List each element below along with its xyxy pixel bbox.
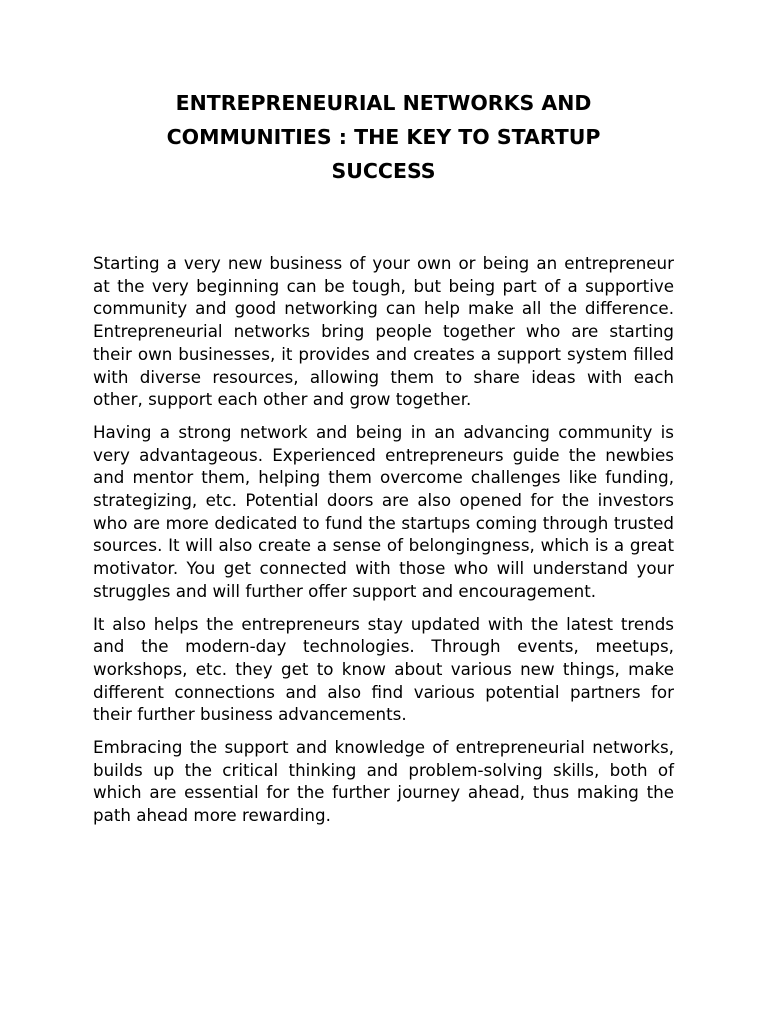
paragraph-intro: Starting a very new business of your own or being an entrepreneur at the very beginning can be tough, but being part of a supportive community and good networking can help make all the difference. Entrepreneurial networks bring people together who are starting their own businesses, it provides and creates a support system filled with diverse resources, allowing them to share ideas with each other, support each other and grow together. (93, 253, 674, 410)
title-line: COMMUNITIES : THE KEY TO STARTUP (166, 125, 601, 149)
paragraph-conclusion: Embracing the support and knowledge of entrepreneurial networks, builds up the critical thinking and problem-solving skills, both of which are essential for the further journey ahead, thus making the path ahead more rewarding. (93, 737, 674, 826)
paragraph-advantages: Having a strong network and being in an advancing community is very advantageous. Experienced entrepreneurs guide the newbies and mentor them, helping them overcome challenges like funding, strategizing, etc. Potential doors are also opened for the investors who are more dedicated to fund the startups coming through trusted sources. It will also create a sense of belongingness, which is a great motivator. You get connected with those who will understand your struggles and will further offer support and encouragement. (93, 421, 674, 601)
page-title (93, 86, 674, 188)
paragraph-trends: It also helps the entrepreneurs stay updated with the latest trends and the modern-day technologies. Through events, meetups, workshops, etc. they get to know about various new things, make different connections and also find various potential partners for their further business advancements. (93, 613, 674, 725)
article-body (93, 252, 674, 837)
title-line: SUCCESS (331, 159, 436, 183)
title-line: ENTREPRENEURIAL NETWORKS AND (175, 91, 592, 115)
